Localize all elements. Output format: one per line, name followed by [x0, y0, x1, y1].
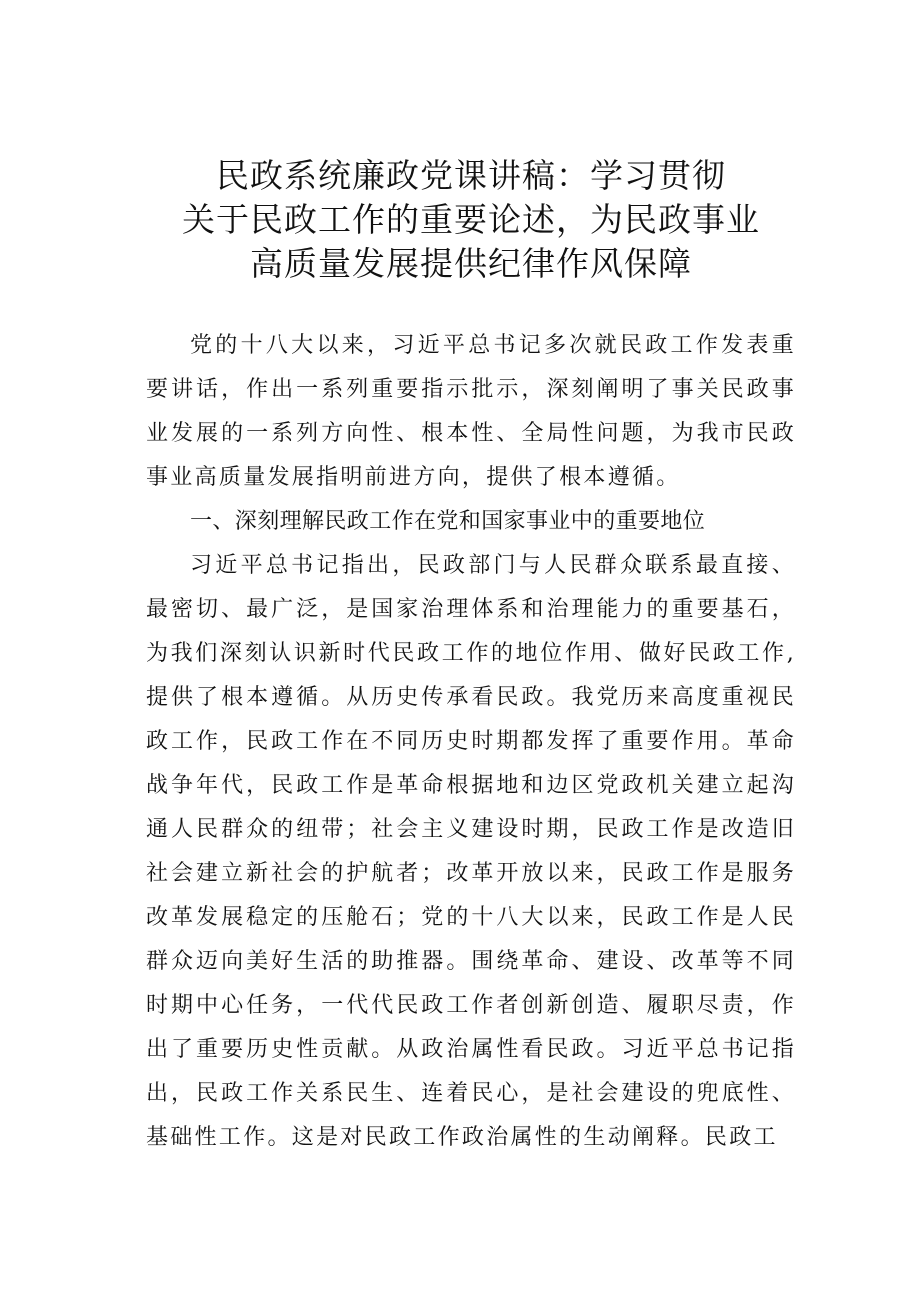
- title-line-1: 民政系统廉政党课讲稿：学习贯彻: [216, 156, 726, 195]
- section-1-paragraph: 习近平总书记指出，民政部门与人民群众联系最直接、最密切、最广泛，是国家治理体系和治理能力的重要基石，为我们深刻认识新时代民政工作的地位作用、做好民政工作,提供了根本遵循。从历史传承看民政。我党历来高度重视民政工作，民政工作在不同历史时期都发挥了重要作用。革命战争年代，民政工作是革命根据地和边区党政机关建立起沟通人民群众的纽带；社会主义建设时期，民政工作是改造旧社会建立新社会的护航者；改革开放以来，民政工作是服务改革发展稳定的压舱石；党的十八大以来，民政工作是人民群众迈向美好生活的助推器。围绕革命、建设、改革等不同时期中心任务，一代代民政工作者创新创造、履职尽责，作出了重要历史性贡献。从政治属性看民政。习近平总书记指出，民政工作关系民生、连着民心，是社会建设的兜底性、基础性工作。这是对民政工作政治属性的生动阐释。民政工: [146, 553, 796, 1150]
- intro-paragraph: 党的十八大以来，习近平总书记多次就民政工作发表重要讲话，作出一系列重要指示批示，深刻阐明了事关民政事业发展的一系列方向性、根本性、全局性问题，为我市民政事业高质量发展指明前进方向，提供了根本遵循。: [146, 333, 796, 490]
- title-line-3: 高质量发展提供纪律作风保障: [250, 244, 692, 283]
- section-1-heading: 一、深刻理解民政工作在党和国家事业中的重要地位: [190, 509, 706, 534]
- document-body: [146, 324, 796, 1160]
- title-line-2: 关于民政工作的重要论述，为民政事业: [182, 200, 760, 239]
- document-title: [146, 154, 796, 286]
